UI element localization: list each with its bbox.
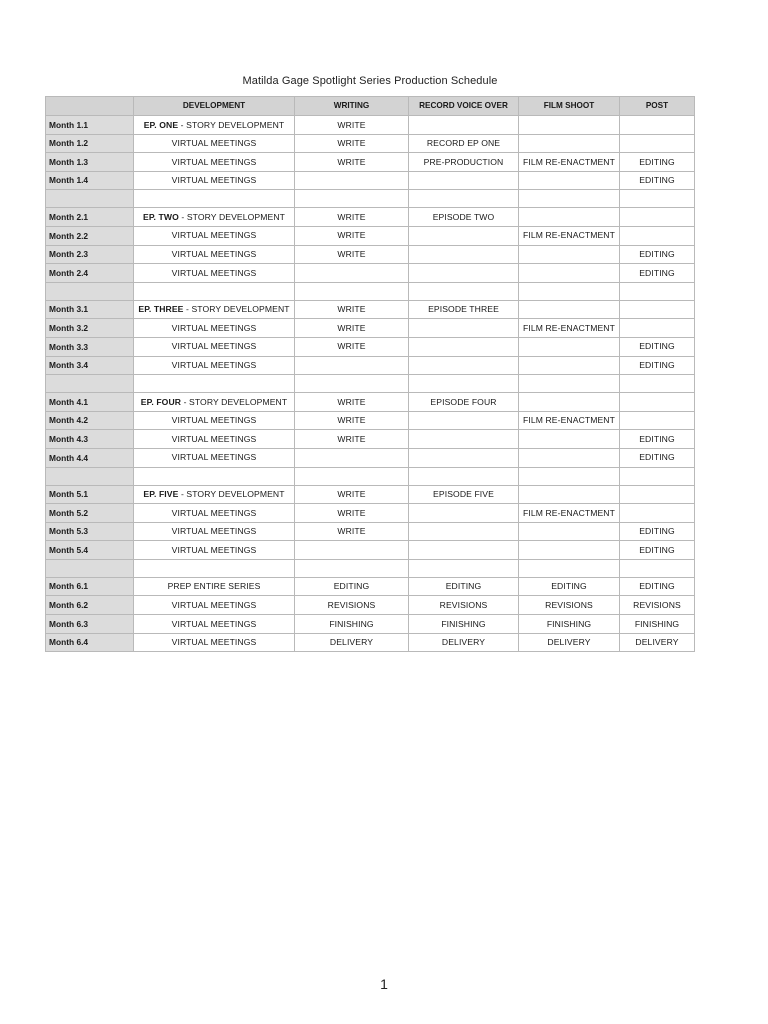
month-cell: Month 5.4	[46, 541, 134, 560]
table-row	[46, 633, 695, 652]
table-row	[46, 356, 695, 375]
development-text: PREP ENTIRE SERIES	[167, 581, 261, 592]
film-shoot-cell	[519, 245, 620, 264]
film-shoot-cell: FINISHING	[519, 615, 620, 634]
table-row	[46, 208, 695, 227]
writing-cell: WRITE	[295, 504, 409, 523]
development-cell	[134, 319, 295, 338]
month-cell: Month 3.4	[46, 356, 134, 375]
empty-cell	[295, 282, 409, 300]
post-cell	[620, 411, 695, 430]
post-cell: EDITING	[620, 448, 695, 467]
film-shoot-cell	[519, 430, 620, 449]
record-voice-over-cell	[409, 411, 519, 430]
table-row	[46, 615, 695, 634]
post-cell	[620, 319, 695, 338]
empty-cell	[46, 559, 134, 577]
writing-cell: WRITE	[295, 393, 409, 412]
record-voice-over-cell: REVISIONS	[409, 596, 519, 615]
record-voice-over-cell: EPISODE FIVE	[409, 485, 519, 504]
film-shoot-cell	[519, 522, 620, 541]
episode-label: EP. FOUR	[140, 396, 182, 407]
post-cell	[620, 504, 695, 523]
empty-cell	[46, 467, 134, 485]
header-post: POST	[620, 97, 695, 116]
development-text: VIRTUAL MEETINGS	[171, 267, 257, 278]
post-cell	[620, 116, 695, 135]
empty-cell	[519, 282, 620, 300]
header-writing: WRITING	[295, 97, 409, 116]
post-cell: EDITING	[620, 337, 695, 356]
writing-cell: DELIVERY	[295, 633, 409, 652]
film-shoot-cell	[519, 485, 620, 504]
film-shoot-cell: FILM RE-ENACTMENT	[519, 411, 620, 430]
spacer-row	[46, 559, 695, 577]
empty-cell	[519, 375, 620, 393]
post-cell: EDITING	[620, 522, 695, 541]
month-cell: Month 6.3	[46, 615, 134, 634]
development-cell	[134, 430, 295, 449]
development-text: VIRTUAL MEETINGS	[171, 544, 257, 555]
empty-cell	[519, 190, 620, 208]
film-shoot-cell: FILM RE-ENACTMENT	[519, 504, 620, 523]
table-row	[46, 430, 695, 449]
empty-cell	[295, 375, 409, 393]
development-text: VIRTUAL MEETINGS	[171, 360, 257, 371]
table-row	[46, 264, 695, 283]
table-row	[46, 393, 695, 412]
empty-cell	[134, 282, 295, 300]
film-shoot-cell	[519, 208, 620, 227]
writing-cell: WRITE	[295, 245, 409, 264]
episode-label: EP. TWO	[143, 211, 179, 222]
empty-cell	[519, 467, 620, 485]
film-shoot-cell: REVISIONS	[519, 596, 620, 615]
header-month	[46, 97, 134, 116]
film-shoot-cell	[519, 264, 620, 283]
development-cell	[134, 337, 295, 356]
development-cell	[134, 208, 295, 227]
development-cell	[134, 522, 295, 541]
record-voice-over-cell	[409, 245, 519, 264]
spacer-row	[46, 375, 695, 393]
development-cell	[134, 116, 295, 135]
table-row	[46, 171, 695, 190]
development-text: VIRTUAL MEETINGS	[171, 618, 257, 629]
header-film-shoot: FILM SHOOT	[519, 97, 620, 116]
table-row	[46, 319, 695, 338]
film-shoot-cell	[519, 337, 620, 356]
development-cell	[134, 504, 295, 523]
month-cell: Month 6.1	[46, 577, 134, 596]
month-cell: Month 4.1	[46, 393, 134, 412]
month-cell: Month 1.1	[46, 116, 134, 135]
film-shoot-cell: EDITING	[519, 577, 620, 596]
header-row	[46, 97, 695, 116]
month-cell: Month 4.2	[46, 411, 134, 430]
month-cell: Month 1.2	[46, 134, 134, 153]
empty-cell	[134, 559, 295, 577]
writing-cell: WRITE	[295, 208, 409, 227]
development-text: VIRTUAL MEETINGS	[171, 156, 257, 167]
episode-label: EP. FIVE	[143, 489, 179, 499]
table-row	[46, 245, 695, 264]
record-voice-over-cell: FINISHING	[409, 615, 519, 634]
development-cell	[134, 356, 295, 375]
table-row	[46, 226, 695, 245]
spacer-row	[46, 282, 695, 300]
post-cell: EDITING	[620, 245, 695, 264]
record-voice-over-cell: EDITING	[409, 577, 519, 596]
page-number: 1	[380, 976, 388, 992]
empty-cell	[519, 559, 620, 577]
table-row	[46, 485, 695, 504]
development-text: - STORY DEVELOPMENT	[178, 119, 285, 130]
development-cell	[134, 596, 295, 615]
film-shoot-cell: FILM RE-ENACTMENT	[519, 319, 620, 338]
development-text: VIRTUAL MEETINGS	[171, 526, 257, 537]
record-voice-over-cell	[409, 356, 519, 375]
development-cell	[134, 226, 295, 245]
month-cell: Month 2.3	[46, 245, 134, 264]
empty-cell	[409, 190, 519, 208]
development-text: - STORY DEVELOPMENT	[183, 304, 290, 315]
post-cell	[620, 134, 695, 153]
writing-cell	[295, 541, 409, 560]
film-shoot-cell	[519, 356, 620, 375]
development-text: - STORY DEVELOPMENT	[178, 489, 285, 499]
record-voice-over-cell	[409, 171, 519, 190]
film-shoot-cell	[519, 171, 620, 190]
development-text: VIRTUAL MEETINGS	[171, 433, 257, 444]
month-cell: Month 2.4	[46, 264, 134, 283]
table-row	[46, 411, 695, 430]
development-cell	[134, 393, 295, 412]
month-cell: Month 1.4	[46, 171, 134, 190]
development-cell	[134, 264, 295, 283]
month-cell: Month 3.1	[46, 300, 134, 319]
month-cell: Month 4.3	[46, 430, 134, 449]
post-cell	[620, 208, 695, 227]
writing-cell: WRITE	[295, 319, 409, 338]
writing-cell: WRITE	[295, 300, 409, 319]
table-body	[46, 116, 695, 652]
development-cell	[134, 633, 295, 652]
film-shoot-cell	[519, 448, 620, 467]
empty-cell	[295, 190, 409, 208]
development-cell	[134, 485, 295, 504]
empty-cell	[620, 282, 695, 300]
post-cell: EDITING	[620, 541, 695, 560]
empty-cell	[46, 190, 134, 208]
month-cell: Month 6.2	[46, 596, 134, 615]
film-shoot-cell	[519, 541, 620, 560]
development-text: VIRTUAL MEETINGS	[171, 230, 257, 241]
writing-cell	[295, 448, 409, 467]
empty-cell	[409, 467, 519, 485]
table-row	[46, 153, 695, 172]
development-text: VIRTUAL MEETINGS	[171, 175, 257, 186]
record-voice-over-cell	[409, 448, 519, 467]
empty-cell	[134, 190, 295, 208]
table-header	[46, 97, 695, 116]
empty-cell	[620, 190, 695, 208]
record-voice-over-cell	[409, 430, 519, 449]
table-row	[46, 504, 695, 523]
record-voice-over-cell: RECORD EP ONE	[409, 134, 519, 153]
production-schedule-table	[45, 96, 695, 652]
development-cell	[134, 541, 295, 560]
record-voice-over-cell	[409, 226, 519, 245]
record-voice-over-cell	[409, 522, 519, 541]
table-row	[46, 596, 695, 615]
writing-cell: WRITE	[295, 430, 409, 449]
writing-cell: WRITE	[295, 485, 409, 504]
record-voice-over-cell	[409, 264, 519, 283]
empty-cell	[620, 559, 695, 577]
writing-cell: WRITE	[295, 337, 409, 356]
post-cell: FINISHING	[620, 615, 695, 634]
writing-cell: REVISIONS	[295, 596, 409, 615]
development-text: VIRTUAL MEETINGS	[171, 249, 257, 260]
film-shoot-cell	[519, 393, 620, 412]
record-voice-over-cell	[409, 541, 519, 560]
table-row	[46, 300, 695, 319]
development-cell	[134, 171, 295, 190]
table-row	[46, 577, 695, 596]
record-voice-over-cell: EPISODE TWO	[409, 208, 519, 227]
document-title: Matilda Gage Spotlight Series Production Schedule	[242, 75, 498, 87]
writing-cell: WRITE	[295, 226, 409, 245]
development-cell	[134, 300, 295, 319]
development-cell	[134, 577, 295, 596]
empty-cell	[409, 559, 519, 577]
writing-cell: WRITE	[295, 116, 409, 135]
film-shoot-cell: DELIVERY	[519, 633, 620, 652]
empty-cell	[134, 375, 295, 393]
header-record-voice-over: RECORD VOICE OVER	[409, 97, 519, 116]
record-voice-over-cell	[409, 504, 519, 523]
development-text: VIRTUAL MEETINGS	[171, 637, 257, 648]
post-cell	[620, 300, 695, 319]
month-cell: Month 6.4	[46, 633, 134, 652]
film-shoot-cell	[519, 134, 620, 153]
writing-cell: EDITING	[295, 577, 409, 596]
development-cell	[134, 615, 295, 634]
empty-cell	[620, 467, 695, 485]
spacer-row	[46, 190, 695, 208]
record-voice-over-cell	[409, 319, 519, 338]
month-cell: Month 3.3	[46, 337, 134, 356]
empty-cell	[295, 467, 409, 485]
post-cell	[620, 226, 695, 245]
record-voice-over-cell: EPISODE THREE	[409, 300, 519, 319]
record-voice-over-cell: PRE-PRODUCTION	[409, 153, 519, 172]
table-row	[46, 448, 695, 467]
development-text: VIRTUAL MEETINGS	[171, 322, 257, 333]
development-text: VIRTUAL MEETINGS	[171, 507, 257, 518]
post-cell: EDITING	[620, 577, 695, 596]
record-voice-over-cell: EPISODE FOUR	[409, 393, 519, 412]
writing-cell: WRITE	[295, 522, 409, 541]
post-cell	[620, 485, 695, 504]
month-cell: Month 3.2	[46, 319, 134, 338]
empty-cell	[409, 375, 519, 393]
film-shoot-cell	[519, 300, 620, 319]
empty-cell	[46, 375, 134, 393]
table-row	[46, 134, 695, 153]
empty-cell	[134, 467, 295, 485]
writing-cell: FINISHING	[295, 615, 409, 634]
post-cell: EDITING	[620, 171, 695, 190]
spacer-row	[46, 467, 695, 485]
month-cell: Month 2.1	[46, 208, 134, 227]
empty-cell	[46, 282, 134, 300]
film-shoot-cell	[519, 116, 620, 135]
writing-cell	[295, 264, 409, 283]
development-cell	[134, 134, 295, 153]
month-cell: Month 4.4	[46, 448, 134, 467]
record-voice-over-cell	[409, 116, 519, 135]
post-cell: EDITING	[620, 430, 695, 449]
post-cell: DELIVERY	[620, 633, 695, 652]
record-voice-over-cell	[409, 337, 519, 356]
empty-cell	[620, 375, 695, 393]
post-cell	[620, 393, 695, 412]
development-text: - STORY DEVELOPMENT	[181, 396, 288, 407]
writing-cell	[295, 171, 409, 190]
post-cell: EDITING	[620, 356, 695, 375]
development-text: VIRTUAL MEETINGS	[171, 138, 257, 149]
episode-label: EP. THREE	[138, 304, 184, 315]
writing-cell	[295, 356, 409, 375]
table-row	[46, 541, 695, 560]
empty-cell	[295, 559, 409, 577]
empty-cell	[409, 282, 519, 300]
development-text: VIRTUAL MEETINGS	[171, 452, 257, 463]
header-development: DEVELOPMENT	[134, 97, 295, 116]
development-text: VIRTUAL MEETINGS	[171, 341, 257, 352]
table-row	[46, 337, 695, 356]
writing-cell: WRITE	[295, 153, 409, 172]
development-cell	[134, 448, 295, 467]
month-cell: Month 2.2	[46, 226, 134, 245]
writing-cell: WRITE	[295, 411, 409, 430]
post-cell: REVISIONS	[620, 596, 695, 615]
post-cell: EDITING	[620, 153, 695, 172]
film-shoot-cell: FILM RE-ENACTMENT	[519, 226, 620, 245]
table-row	[46, 116, 695, 135]
development-text: VIRTUAL MEETINGS	[171, 599, 257, 610]
development-cell	[134, 153, 295, 172]
month-cell: Month 5.1	[46, 485, 134, 504]
film-shoot-cell: FILM RE-ENACTMENT	[519, 153, 620, 172]
episode-label: EP. ONE	[143, 119, 179, 130]
month-cell: Month 5.3	[46, 522, 134, 541]
table-row	[46, 522, 695, 541]
month-cell: Month 1.3	[46, 153, 134, 172]
month-cell: Month 5.2	[46, 504, 134, 523]
record-voice-over-cell: DELIVERY	[409, 633, 519, 652]
development-cell	[134, 411, 295, 430]
development-cell	[134, 245, 295, 264]
development-text: VIRTUAL MEETINGS	[171, 415, 257, 426]
post-cell: EDITING	[620, 264, 695, 283]
writing-cell: WRITE	[295, 134, 409, 153]
development-text: - STORY DEVELOPMENT	[178, 211, 285, 222]
